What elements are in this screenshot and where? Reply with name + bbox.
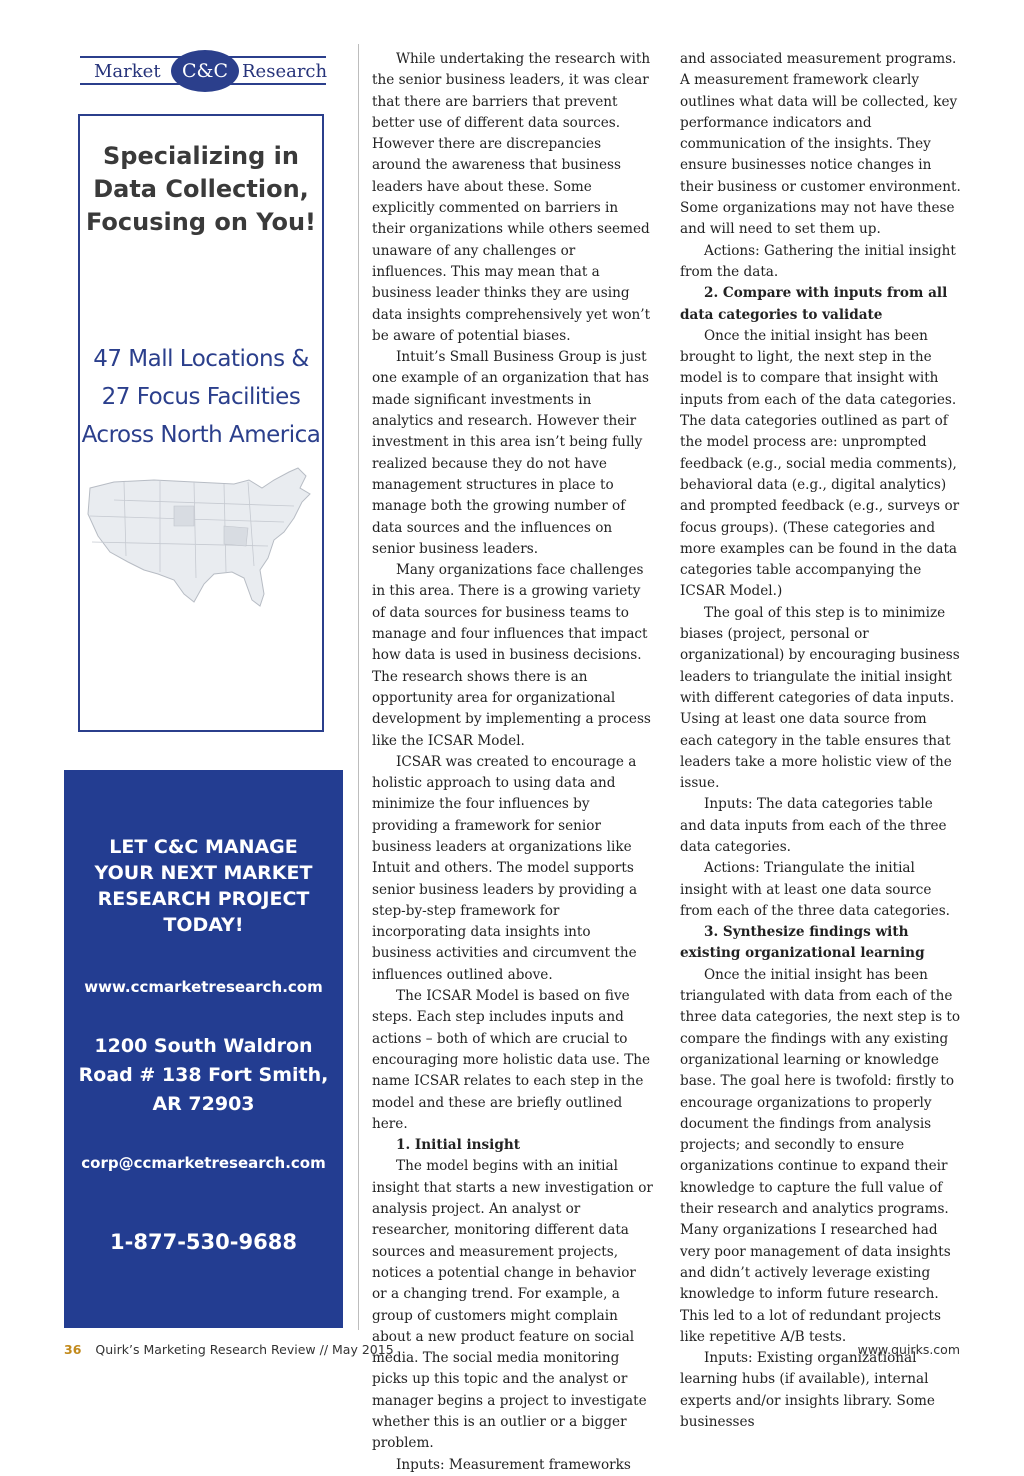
article-column-1 <box>372 49 654 1476</box>
section-heading: 2. Compare with inputs from all data categories to validate <box>680 285 948 323</box>
paragraph: While undertaking the research with the senior business leaders, it was clear that there are barriers that prevent better use of different data sources. However there are discrepancies around the awareness that business leaders have about these. Some explicitly commented on barriers in their organizations while others seemed unaware of any challenges or influences. This may mean that a business leader thinks they are using data insights comprehensively yet won’t be aware of potential biases. <box>372 51 651 344</box>
ad-headline-line: Specializing in <box>103 142 299 170</box>
paragraph: and associated measurement programs. A measurement framework clearly outlines what data will be collected, key performance indicators and communication of the insights. They ensure businesses notice changes in their business or customer environment. Some organizations may not have these and will need to set them up. <box>680 51 961 238</box>
paragraph: The goal of this step is to minimize biases (project, personal or organizational) by encouraging business leaders to triangulate the initial insight with different categories of data inputs. Using at least one data source from each category in the table ensures that leaders take a more holistic view of the issue. <box>680 604 960 792</box>
paragraph: Inputs: Existing organizational learning hubs (if available), internal experts and/or insights library. Some businesses <box>680 1350 935 1430</box>
ad-locations-line: Across North America <box>81 422 321 448</box>
paragraph: Once the initial insight has been brought to light, the next step in the model is to compare that insight with inputs from each of the data categories. The data categories outlined as part of the model process are: unprompted feedback (e.g., social media comments), behavioral data (e.g., digital analytics) and prompted feedback (e.g., surveys or focus groups). (These categories and more examples can be found in the data categories table accompanying the ICSAR Model.) <box>680 327 960 600</box>
paragraph: ICSAR was created to encourage a holistic approach to using data and minimize the four influences by providing a framework for senior business leaders at organizations like Intuit and others. The model supports senior business leaders by providing a step-by-step framework for incorporating data insights into business activities and circumvent the influences outlined above. <box>372 753 638 983</box>
paragraph: Actions: Triangulate the initial insight with at least one data source from each of the three data categories. <box>680 860 951 919</box>
section-heading: 3. Synthesize findings with existing organizational learning <box>680 924 925 962</box>
ad-headline-line: Data Collection, <box>93 175 309 203</box>
ad-address-line: AR 72903 <box>152 1093 255 1115</box>
paragraph: Actions: Gathering the initial insight from the data. <box>680 242 956 280</box>
logo-oval: C&C <box>171 50 239 92</box>
ad-cta-line: LET C&C MANAGE <box>109 836 298 858</box>
ad-headline <box>80 140 322 239</box>
ad-address-line: 1200 South Waldron <box>94 1035 313 1057</box>
ad-website-link[interactable]: www.ccmarketresearch.com <box>84 978 323 996</box>
paragraph: Many organizations face challenges in this area. There is a growing variety of data sources for business teams to manage and four influences that impact how data is used in business decisions. The research shows there is an opportunity area for organizational development by implementing a process like the ICSAR Model. <box>372 562 651 749</box>
ad-box <box>78 114 324 732</box>
ad-locations <box>80 340 322 454</box>
ad-locations-line: 27 Focus Facilities <box>101 384 301 410</box>
footer-site-link[interactable]: www.quirks.com <box>857 1342 960 1357</box>
paragraph: The ICSAR Model is based on five steps. Each step includes inputs and actions – both of which are crucial to encouraging more holistic data use. The name ICSAR relates to each step in the model and these are briefly outlined here. <box>372 988 651 1132</box>
ad-email-link[interactable]: corp@ccmarketresearch.com <box>81 1154 326 1172</box>
article-column-2 <box>680 49 962 1433</box>
column-divider <box>358 44 359 1330</box>
us-map-icon <box>84 466 320 616</box>
logo-left-word: Market <box>94 61 161 82</box>
page-number: 36 <box>64 1342 82 1357</box>
ad-cta-line: TODAY! <box>163 914 244 936</box>
publication-title: Quirk’s Marketing Research Review // May 2015 <box>95 1342 394 1357</box>
footer-left <box>64 1342 394 1357</box>
paragraph: Inputs: Measurement frameworks <box>396 1456 631 1473</box>
ad-cta-line: RESEARCH PROJECT <box>97 888 310 910</box>
cc-logo <box>80 50 326 92</box>
ad-cta <box>64 834 343 938</box>
logo-right-word: Research <box>242 61 328 82</box>
ad-headline-line: Focusing on You! <box>86 208 316 236</box>
paragraph: Intuit’s Small Business Group is just one example of an organization that has made significant investments in analytics and research. However their investment in this area isn’t being fully realized because they do not have management structures in place to manage both the growing number of data sources and the influences on senior business leaders. <box>372 349 650 557</box>
ad-locations-line: 47 Mall Locations & <box>93 346 309 372</box>
ad-contact-panel <box>64 770 343 1328</box>
section-heading: 1. Initial insight <box>396 1137 521 1154</box>
ad-phone: 1-877-530-9688 <box>110 1230 297 1254</box>
ad-address <box>64 1032 343 1119</box>
paragraph: Inputs: The data categories table and data inputs from each of the three data categories. <box>680 796 947 855</box>
paragraph: Once the initial insight has been triangulated with data from each of the three data categories, the next step is to compare the findings with any existing organizational learning or knowledge base. The goal here is twofold: firstly to encourage organizations to properly document the findings from analysis projects; and secondly to ensure organizations continue to expand their knowledge to capture the full value of their research and analytics programs. Many organizations I researched had very poor management of data insights and didn’t actively leverage existing knowledge to inform future research. This led to a lot of redundant projects like repetitive A/B tests. <box>680 966 961 1345</box>
paragraph: The model begins with an initial insight that starts a new investigation or analysis project. An analyst or researcher, monitoring different data sources and measurement projects, notices a potential change in behavior or a changing trend. For example, a group of customers might complain about a new product feature on social media. The social media monitoring picks up this topic and the analyst or manager begins a project to investigate whether this is an outlier or a bigger problem. <box>372 1158 653 1452</box>
ad-address-line: Road # 138 Fort Smith, <box>78 1064 329 1086</box>
ad-cta-line: YOUR NEXT MARKET <box>94 862 313 884</box>
